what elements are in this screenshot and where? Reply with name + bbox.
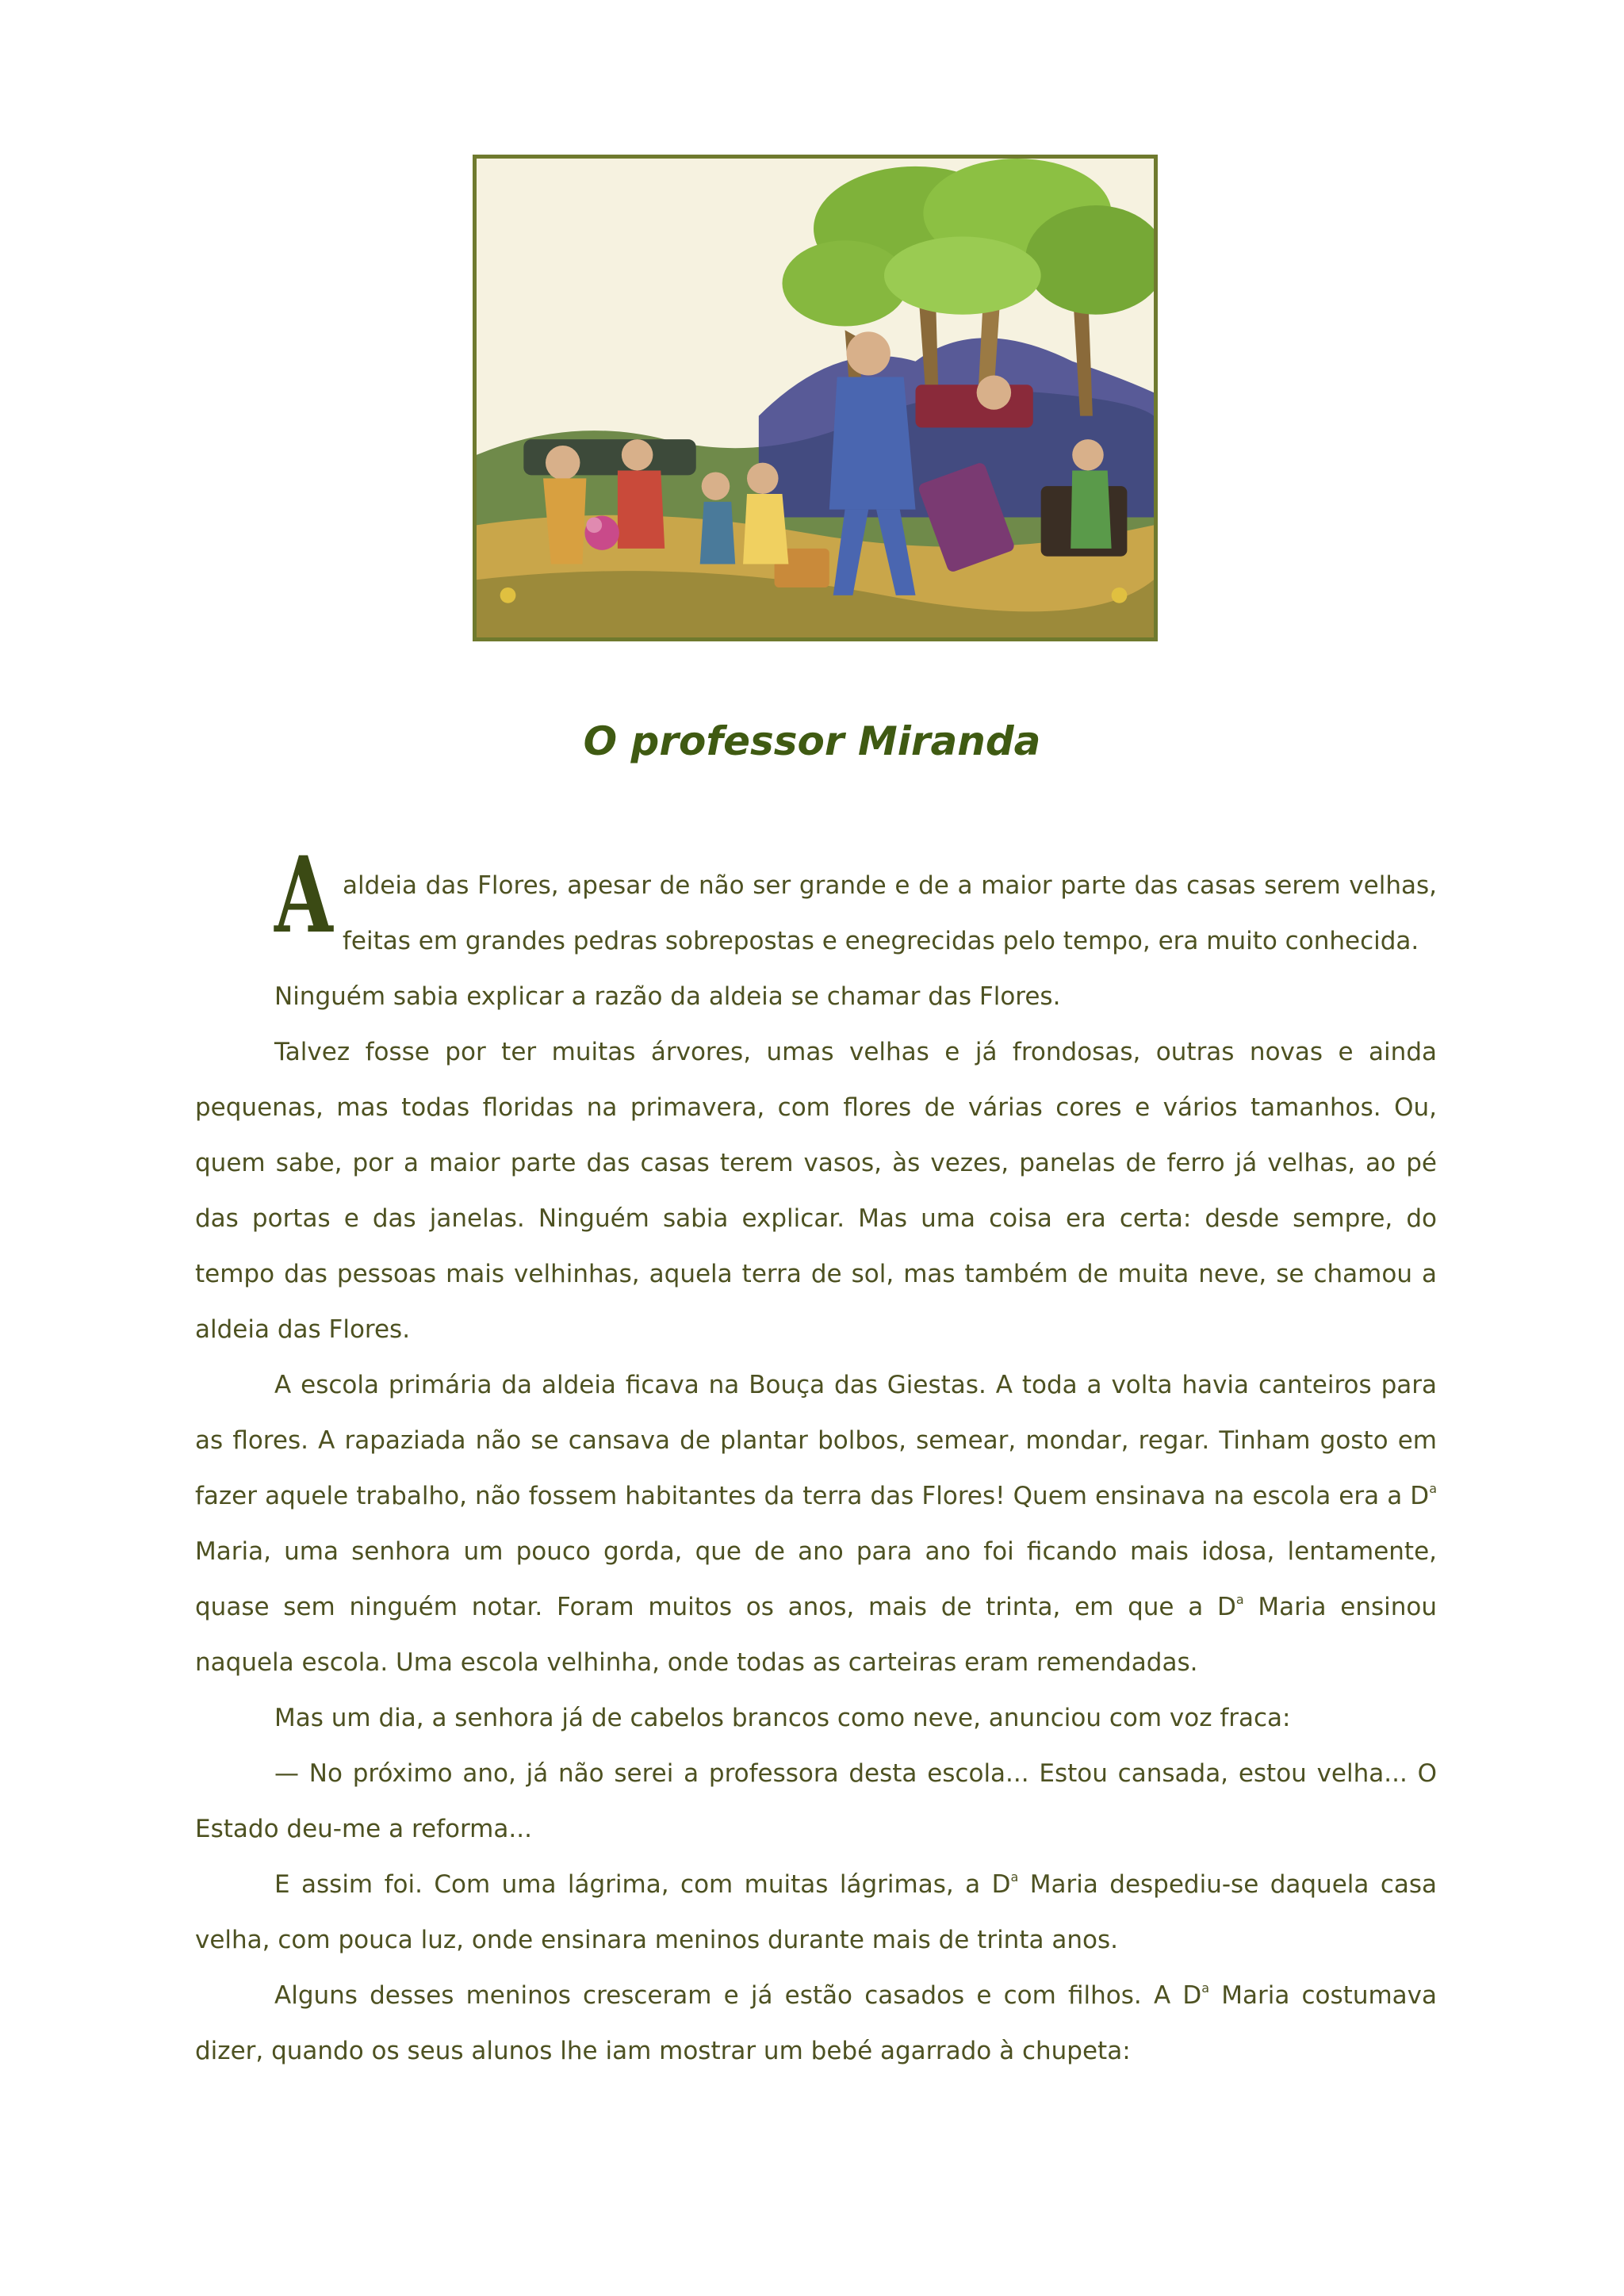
paragraph-5-text: Mas um dia, a senhora já de cabelos brancos como neve, anunciou com voz fraca: [274,1704,1291,1732]
superscript: a [1429,1481,1437,1496]
illustration-drawing [477,159,1154,637]
paragraph-6 [195,1746,1437,1857]
paragraph-2 [195,969,1437,1024]
paragraph-7-text-a: E assim foi. Com uma lágrima, com muitas lágrimas, a D [274,1870,1011,1899]
superscript: a [1201,1980,1210,1996]
story-body [195,834,1438,2079]
paragraph-3 [195,1024,1437,1357]
paragraph-8-text-a: Alguns desses meninos cresceram e já estão casados e com filhos. A D [274,1981,1202,2010]
story-illustration [473,155,1158,641]
paragraph-4-text-b: Maria, uma senhora um pouco gorda, que de ano para ano foi ficando mais idosa, lentamente, quase sem ninguém notar. Foram muitos os anos, mais de trinta, em que a D [195,1537,1437,1621]
paragraph-3-text: Talvez fosse por ter muitas árvores, umas velhas e já frondosas, outras novas e ainda pequenas, mas todas floridas na primavera, com flores de várias cores e vários tamanhos. Ou, quem sabe, por a maior parte das casas terem vasos, às vezes, panelas de ferro já velhas, ao pé das portas e das janelas. Ninguém sabia explicar. Mas uma coisa era certa: desde sempre, do tempo das pessoas mais velhinhas, aquela terra de sol, mas também de muita neve, se chamou a aldeia das Flores. [195,1038,1437,1344]
paragraph-8 [195,1968,1437,2079]
superscript: a [1010,1869,1019,1885]
paragraph-5 [195,1690,1437,1746]
paragraph-4 [195,1357,1437,1690]
drop-cap: A [274,834,333,957]
paragraph-2-text: Ninguém sabia explicar a razão da aldeia se chamar das Flores. [274,982,1061,1011]
story-title: O professor Miranda [583,718,1041,764]
paragraph-4-text-a: A escola primária da aldeia ficava na Bouça das Giestas. A toda a volta havia canteiros para as flores. A rapaziada não se cansava de plantar bolbos, semear, mondar, regar. Tinham gosto em fazer aquele trabalho, não fossem habitantes da terra das Flores! Quem ensinava na escola era a D [195,1371,1437,1510]
superscript: a [1235,1592,1244,1607]
paragraph-7-text-b: Maria despediu-se daquela casa velha, com pouca luz, onde ensinara meninos durante mais de trinta anos. [195,1870,1438,1954]
paragraph-4-text-c: Maria ensinou naquela escola. Uma escola velhinha, onde todas as carteiras eram remendadas. [195,1593,1438,1677]
paragraph-6-text: — No próximo ano, já não serei a professora desta escola... Estou cansada, estou velha... O Estado deu-me a reforma... [195,1759,1437,1843]
paragraph-1-text: aldeia das Flores, apesar de não ser grande e de a maior parte das casas serem velhas, feitas em grandes pedras sobrepostas e enegrecidas pelo tempo, era muito conhecida. [343,871,1437,955]
paragraph-8-text-b: Maria costumava dizer, quando os seus alunos lhe iam mostrar um bebé agarrado à chupeta: [195,1981,1437,2065]
paragraph-7 [195,1857,1437,1968]
paragraph-1 [195,834,1437,969]
